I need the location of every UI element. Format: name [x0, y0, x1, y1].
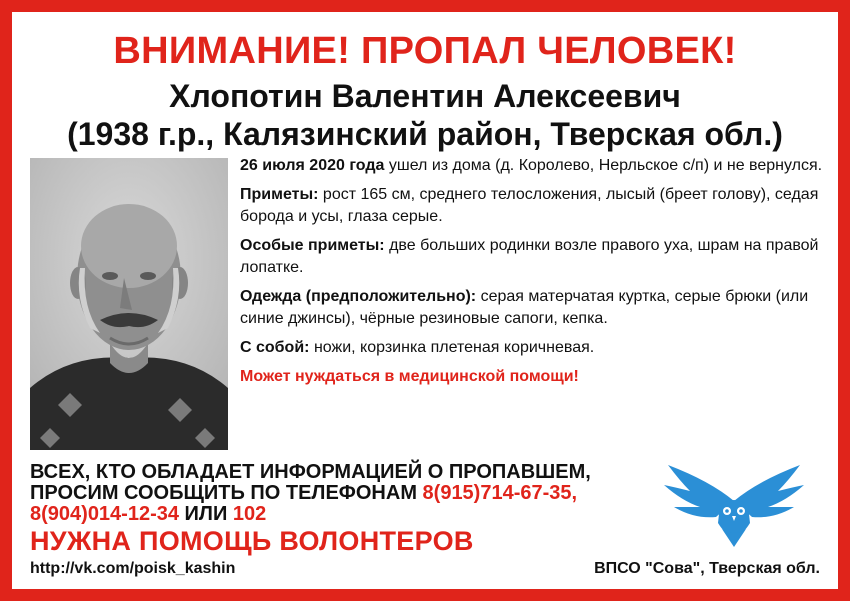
contact-line-3: [30, 504, 591, 525]
person-name: Хлопотин Валентин Алексеевич: [169, 78, 681, 114]
special-signs-paragraph: [240, 235, 830, 279]
items-paragraph: [240, 337, 830, 359]
clothes-text: серая матерчатая куртка, серые брюки (или синие джинсы), чёрные резиновые сапоги, кепка.: [240, 288, 809, 327]
headline: ВНИМАНИЕ! ПРОПАЛ ЧЕЛОВЕК!: [113, 30, 737, 72]
date-label: 26 июля 2020 года: [240, 157, 385, 174]
medical-warning: Может нуждаться в медицинской помощи!: [240, 368, 579, 385]
details-block: [240, 155, 830, 395]
organization-name: ВПСО "Сова", Тверская обл.: [594, 560, 820, 577]
signs-text: рост 165 см, среднего телосложения, лысый (бреет голову), седая борода и усы, глаза серые.: [240, 186, 819, 225]
items-text: ножи, корзинка плетеная коричневая.: [309, 339, 595, 356]
items-label: С собой:: [240, 339, 310, 356]
birth-info: (1938 г.р., Калязинский район, Тверская обл.): [67, 116, 783, 152]
signs-paragraph: [240, 184, 830, 228]
or-text: ИЛИ: [179, 503, 233, 525]
signs-label: Приметы:: [240, 186, 319, 203]
date-paragraph: [240, 155, 830, 177]
contact-line-2: [30, 483, 591, 504]
phone-1[interactable]: 8(915)714-67-35,: [422, 482, 578, 504]
volunteers-needed: НУЖНА ПОМОЩЬ ВОЛОНТЕРОВ: [30, 526, 474, 556]
contact-request: ПРОСИМ СООБЩИТЬ ПО ТЕЛЕФОНАМ: [30, 482, 423, 504]
phone-3[interactable]: 102: [232, 503, 267, 525]
special-signs-text: две больших родинки возле правого уха, шрам на правой лопатке.: [240, 237, 819, 276]
date-text: ушел из дома (д. Королево, Нерльское с/п) и не вернулся.: [384, 157, 823, 174]
special-signs-label: Особые приметы:: [240, 237, 385, 254]
missing-person-poster: [12, 12, 838, 589]
person-photo: [30, 158, 228, 450]
clothes-paragraph: [240, 286, 830, 330]
vk-link[interactable]: http://vk.com/poisk_kashin: [30, 560, 236, 577]
phone-2[interactable]: 8(904)014-12-34: [30, 503, 179, 525]
contact-line-1: ВСЕХ, КТО ОБЛАДАЕТ ИНФОРМАЦИЕЙ О ПРОПАВШЕМ,: [30, 461, 591, 483]
person-photo-drawing: [30, 158, 228, 450]
clothes-label: Одежда (предположительно):: [240, 288, 477, 305]
owl-logo-icon: [660, 461, 808, 551]
contact-block: [30, 462, 591, 525]
